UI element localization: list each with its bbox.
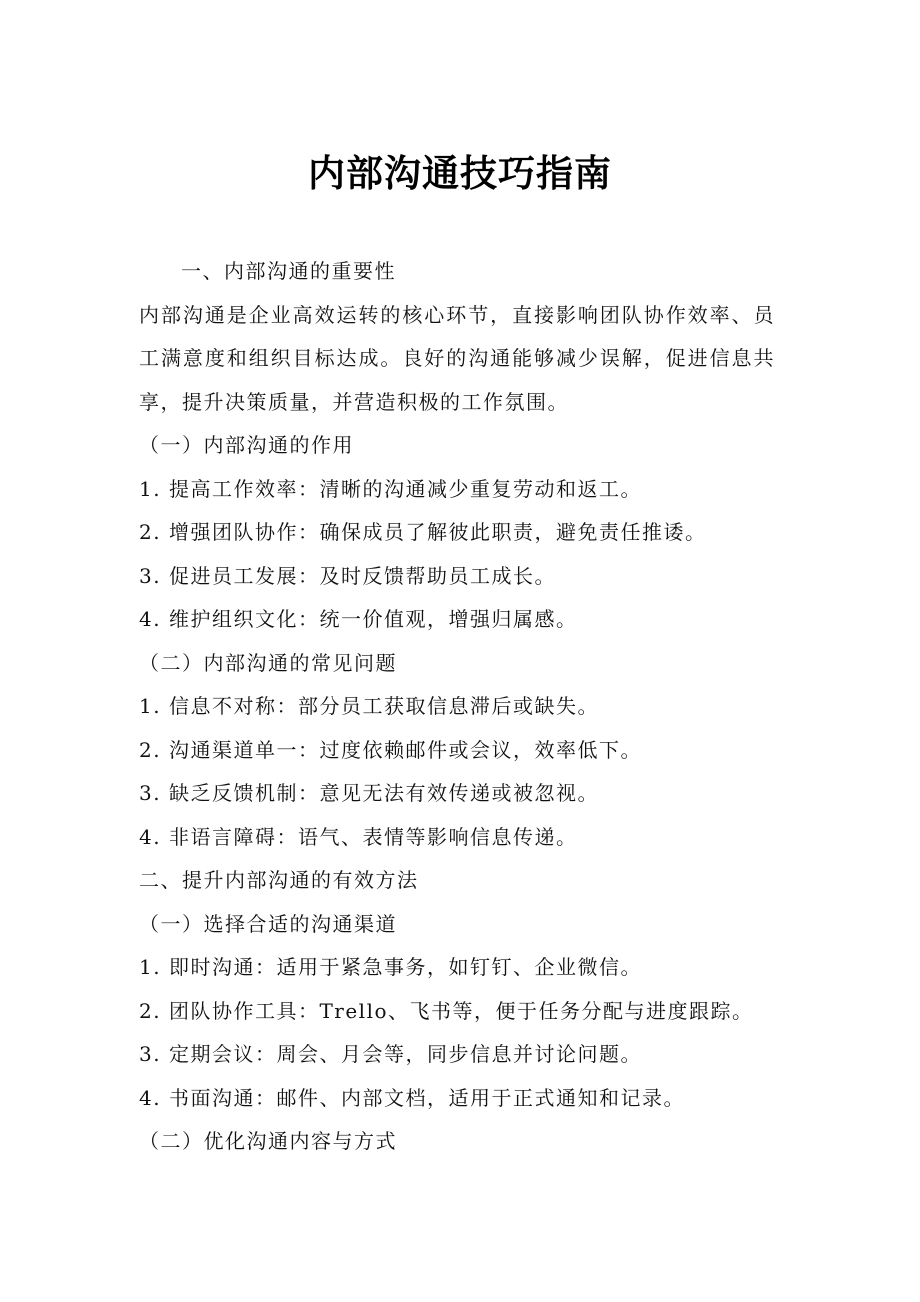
list-item: 3. 促进员工发展：及时反馈帮助员工成长。 bbox=[139, 563, 556, 588]
subsection-heading: （二）优化沟通内容与方式 bbox=[139, 1129, 397, 1153]
document-body bbox=[139, 250, 779, 1164]
list-item: 2. 沟通渠道单一：过度依赖邮件或会议，效率低下。 bbox=[139, 737, 642, 762]
list-item: 2. 团队协作工具：Trello、飞书等，便于任务分配与进度跟踪。 bbox=[139, 998, 754, 1023]
section-heading: 一、内部沟通的重要性 bbox=[181, 259, 396, 283]
paragraph: 内部沟通是企业高效运转的核心环节，直接影响团队协作效率、员工满意度和组织目标达成。良好的沟通能够减少误解，促进信息共享，提升决策质量，并营造积极的工作氛围。 bbox=[139, 302, 775, 414]
subsection-heading: （二）内部沟通的常见问题 bbox=[139, 650, 397, 675]
list-item: 2. 增强团队协作：确保成员了解彼此职责，避免责任推诿。 bbox=[139, 520, 707, 544]
list-item: 4. 非语言障碍：语气、表情等影响信息传递。 bbox=[139, 824, 578, 849]
list-item: 1. 信息不对称：部分员工获取信息滞后或缺失。 bbox=[139, 694, 599, 718]
subsection-heading: （一）内部沟通的作用 bbox=[139, 433, 354, 457]
list-item: 1. 即时沟通：适用于紧急事务，如钉钉、企业微信。 bbox=[139, 955, 642, 979]
list-item: 3. 定期会议：周会、月会等，同步信息并讨论问题。 bbox=[139, 1042, 642, 1066]
document-title: 内部沟通技巧指南 bbox=[308, 152, 612, 195]
subsection-heading: （一）选择合适的沟通渠道 bbox=[139, 911, 397, 936]
list-item: 1. 提高工作效率：清晰的沟通减少重复劳动和返工。 bbox=[139, 476, 642, 501]
list-item: 4. 维护组织文化：统一价值观，增强归属感。 bbox=[139, 607, 578, 631]
list-item: 4. 书面沟通：邮件、内部文档，适用于正式通知和记录。 bbox=[139, 1085, 685, 1110]
list-item: 3. 缺乏反馈机制：意见无法有效传递或被忽视。 bbox=[139, 781, 599, 805]
section-heading: 二、提升内部沟通的有效方法 bbox=[139, 868, 419, 892]
